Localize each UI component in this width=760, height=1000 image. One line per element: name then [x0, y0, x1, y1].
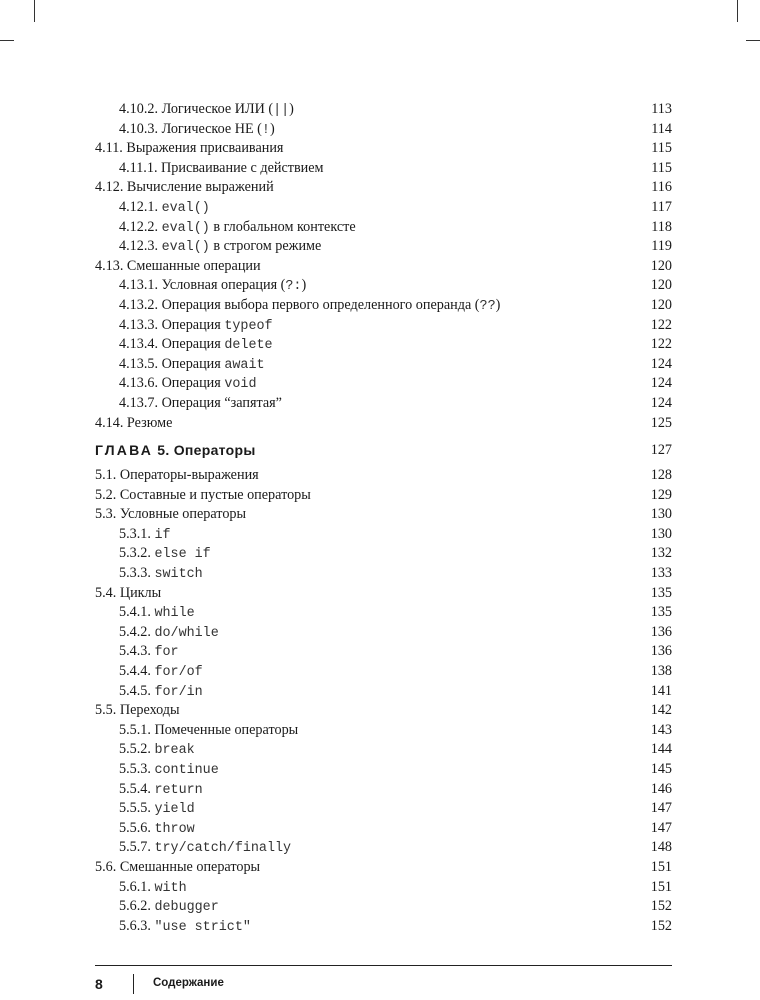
toc-entry-title	[95, 140, 283, 156]
toc-entry	[95, 139, 672, 159]
text-fragment: 4.13. Смешанные операции	[95, 257, 261, 274]
toc-entry-title	[119, 839, 291, 855]
text-fragment: 5.4.1.	[119, 604, 155, 621]
toc-entry	[95, 355, 672, 375]
text-fragment: в строгом режиме	[209, 238, 322, 255]
toc-page-number: 125	[650, 414, 672, 431]
text-fragment: 5.5.7.	[119, 839, 155, 856]
text-fragment: )	[269, 120, 275, 137]
code-fragment: do/while	[154, 625, 219, 641]
toc-page-number: 136	[650, 643, 672, 660]
text-fragment: 4.13.3. Операция	[119, 316, 225, 333]
toc-entry-title	[95, 415, 172, 431]
toc-entry-title	[95, 506, 246, 522]
code-fragment: return	[154, 782, 203, 798]
toc-page-number: 124	[650, 394, 672, 411]
toc-page-number: 114	[651, 120, 672, 137]
toc-entry-title	[119, 395, 282, 411]
toc-entry-title	[119, 238, 321, 254]
toc-page-number: 127	[650, 442, 672, 459]
toc-page-number: 118	[651, 218, 672, 235]
code-fragment: for/in	[154, 684, 203, 700]
code-fragment: ??	[479, 298, 496, 314]
text-fragment: 4.12.3.	[119, 238, 162, 255]
toc-entry	[95, 760, 672, 780]
toc-entry	[95, 740, 672, 760]
code-fragment: for/of	[154, 665, 203, 681]
toc-entry	[95, 799, 672, 819]
toc-page-number: 120	[650, 296, 672, 313]
crop-mark-top-left	[34, 0, 35, 22]
toc-entry-title	[95, 258, 261, 274]
code-fragment: !	[261, 122, 270, 138]
text-fragment: 4.11.1. Присваивание с действием	[119, 159, 324, 176]
text-fragment: 4.12. Вычисление выражений	[95, 179, 274, 196]
toc-entry-title	[95, 179, 274, 195]
code-fragment: eval()	[161, 240, 210, 256]
toc-entry-title	[119, 101, 294, 117]
text-fragment: 5.5.6.	[119, 819, 155, 836]
toc-page-number: 116	[651, 179, 672, 196]
toc-entry-title	[119, 356, 265, 372]
toc-entry	[95, 878, 672, 898]
toc-entry	[95, 819, 672, 839]
toc-entry	[95, 662, 672, 682]
code-fragment: "use strict"	[154, 919, 251, 935]
text-fragment: 5.5. Переходы	[95, 702, 180, 719]
text-fragment: 5.5.1. Помеченные операторы	[119, 721, 299, 738]
toc-entry-title	[119, 375, 257, 391]
text-fragment: ГЛАВА	[95, 442, 154, 459]
toc-page-number: 145	[650, 761, 672, 777]
toc-entry-title	[119, 604, 195, 620]
text-fragment: 4.13.5. Операция	[119, 355, 225, 372]
toc-entry	[95, 917, 672, 937]
toc-page-number: 151	[650, 878, 672, 895]
text-fragment: 5.3. Условные операторы	[95, 506, 247, 523]
code-fragment: delete	[224, 338, 273, 354]
toc-page-number: 143	[650, 721, 672, 738]
toc-entry-title	[119, 336, 273, 352]
toc-entry-title	[119, 277, 306, 293]
code-fragment: switch	[154, 567, 203, 583]
text-fragment: )	[301, 277, 307, 294]
text-fragment: 5.3.3.	[119, 565, 155, 582]
toc-entry-title	[95, 467, 259, 483]
text-fragment: 5.5.2.	[119, 741, 155, 758]
toc-page-number: 144	[650, 741, 672, 758]
toc-entry	[95, 721, 672, 741]
text-fragment: 4.11. Выражения присваивания	[95, 140, 284, 157]
toc-page-number: 128	[650, 467, 672, 484]
crop-mark-right	[746, 40, 760, 41]
toc-entry-title	[119, 317, 273, 333]
toc-entry	[95, 564, 672, 584]
toc-page-number: 129	[650, 486, 672, 503]
text-fragment: в глобальном контексте	[209, 218, 356, 235]
toc-page-number: 122	[650, 316, 672, 333]
toc-entry-title	[95, 442, 256, 458]
toc-page-number: 135	[650, 604, 672, 621]
toc-entry	[95, 296, 672, 316]
text-fragment: 5.5.5.	[119, 800, 155, 817]
toc-entry-title	[119, 199, 210, 215]
toc-entry-title	[119, 297, 500, 313]
code-fragment: try/catch/finally	[154, 841, 292, 857]
toc-entry-title	[119, 160, 324, 176]
text-fragment: 4.12.1.	[119, 198, 162, 215]
toc-entry	[95, 394, 672, 414]
toc-entry-title	[119, 741, 195, 757]
code-fragment: eval()	[161, 220, 210, 236]
toc-entry-title	[119, 545, 211, 561]
toc-entry	[95, 198, 672, 218]
text-fragment: 5.4.3.	[119, 643, 155, 660]
text-fragment: 5.6. Смешанные операторы	[95, 858, 261, 875]
toc-entry	[95, 316, 672, 336]
toc-entry	[95, 603, 672, 623]
toc-page-number: 124	[650, 355, 672, 372]
toc-entry	[95, 486, 672, 506]
toc-entry-title	[119, 820, 195, 836]
toc-page-number: 132	[650, 545, 672, 562]
text-fragment: 4.13.6. Операция	[119, 375, 225, 392]
toc-entry	[95, 257, 672, 277]
toc-page-number: 147	[650, 800, 672, 817]
toc-entry-title	[119, 781, 203, 797]
toc-entry	[95, 623, 672, 643]
toc-entry-title	[119, 121, 275, 137]
text-fragment: )	[289, 101, 294, 117]
code-fragment: throw	[154, 821, 195, 837]
code-fragment: yield	[154, 802, 195, 818]
text-fragment: 5.6.1.	[119, 878, 155, 895]
toc-entry-title	[95, 487, 311, 503]
code-fragment: await	[224, 357, 265, 373]
code-fragment: debugger	[154, 900, 219, 916]
page-footer	[95, 965, 672, 996]
toc-page-number: 117	[651, 198, 672, 215]
toc-entry	[95, 218, 672, 238]
toc-chapter-heading	[95, 436, 672, 464]
text-fragment: 5.5.4.	[119, 780, 155, 797]
toc-entry-title	[95, 702, 180, 718]
toc-entry	[95, 701, 672, 721]
toc-entry-title	[119, 565, 203, 581]
toc-page-number: 147	[650, 819, 672, 836]
text-fragment: 4.13.4. Операция	[119, 336, 225, 353]
toc-page-number: 151	[650, 858, 672, 875]
toc-entry-title	[119, 800, 195, 816]
toc-page-number: 124	[650, 375, 672, 392]
code-fragment: while	[154, 606, 195, 622]
toc-page-number: 152	[650, 898, 672, 915]
toc-entry	[95, 374, 672, 394]
code-fragment: break	[154, 743, 195, 759]
toc-page-number: 138	[650, 663, 672, 680]
toc-entry	[95, 780, 672, 800]
text-fragment: 5.3.1.	[119, 525, 155, 542]
text-fragment: 4.10.3. Логическое НЕ (	[119, 120, 262, 137]
text-fragment: 5.1. Операторы-выражения	[95, 467, 259, 484]
toc-entry	[95, 505, 672, 525]
toc-page-number: 120	[650, 277, 672, 294]
toc-entry	[95, 544, 672, 564]
toc-page-number: 130	[650, 525, 672, 542]
toc-page-number: 120	[650, 257, 672, 274]
toc-entry	[95, 525, 672, 545]
crop-mark-top-right	[737, 0, 738, 22]
code-fragment: ?:	[285, 279, 302, 295]
toc-entry	[95, 414, 672, 434]
text-fragment: )	[495, 296, 501, 313]
code-fragment: ||	[273, 103, 290, 118]
text-fragment: 5.3.2.	[119, 545, 155, 562]
toc-entry	[95, 858, 672, 878]
footer-divider	[133, 974, 134, 994]
code-fragment: continue	[154, 763, 219, 778]
toc-entry-title	[119, 761, 219, 777]
text-fragment: 5. Операторы	[153, 442, 256, 459]
text-fragment: 5.2. Составные и пустые операторы	[95, 486, 311, 503]
toc-page-number: 136	[650, 623, 672, 640]
code-fragment: with	[154, 880, 187, 896]
toc-entry	[95, 642, 672, 662]
toc-entry-title	[119, 918, 251, 934]
text-fragment: 5.4.5.	[119, 682, 155, 699]
toc-entry	[95, 100, 672, 120]
text-fragment: 5.4. Циклы	[95, 584, 162, 601]
toc-entry-title	[95, 585, 161, 601]
text-fragment: 4.13.2. Операция выбора первого определенного операнда (	[119, 296, 480, 313]
text-fragment: 5.6.3.	[119, 917, 155, 934]
toc-page-number: 135	[650, 584, 672, 601]
toc-entry-title	[119, 722, 298, 738]
toc-entry-title	[119, 683, 203, 699]
text-fragment: 5.4.2.	[119, 623, 155, 640]
toc-entry	[95, 584, 672, 604]
toc-entry	[95, 178, 672, 198]
text-fragment: 5.4.4.	[119, 663, 155, 680]
text-fragment: 5.5.3.	[119, 761, 155, 777]
toc-entry-title	[119, 624, 219, 640]
toc-page-number: 115	[651, 159, 672, 176]
toc-page-number: 113	[651, 101, 672, 117]
toc-entry	[95, 120, 672, 140]
toc-entry	[95, 682, 672, 702]
toc-entry	[95, 838, 672, 858]
toc-page-number: 122	[650, 336, 672, 353]
running-title: Содержание	[153, 977, 224, 989]
toc-entry	[95, 335, 672, 355]
text-fragment: 4.14. Резюме	[95, 414, 173, 431]
code-fragment: typeof	[224, 318, 273, 334]
toc-entry	[95, 237, 672, 257]
toc-entry-title	[119, 898, 219, 914]
code-fragment: eval()	[161, 200, 210, 216]
code-fragment: if	[154, 527, 171, 543]
toc-entry	[95, 466, 672, 486]
toc-page-number: 148	[650, 839, 672, 856]
text-fragment: 5.6.2.	[119, 898, 155, 915]
table-of-contents	[95, 100, 672, 936]
toc-entry-title	[119, 219, 356, 235]
toc-entry	[95, 897, 672, 917]
toc-entry	[95, 276, 672, 296]
toc-page-number: 142	[650, 702, 672, 719]
code-fragment: void	[224, 377, 257, 393]
toc-page-number: 152	[650, 917, 672, 934]
toc-entry-title	[119, 643, 179, 659]
code-fragment: for	[154, 645, 179, 661]
toc-page-number: 141	[650, 682, 672, 699]
toc-page-number: 146	[650, 780, 672, 797]
toc-page-number: 119	[651, 238, 672, 255]
page-number: 8	[95, 976, 103, 992]
text-fragment: 4.10.2. Логическое ИЛИ (	[119, 101, 274, 117]
toc-entry-title	[95, 859, 260, 875]
toc-page-number: 130	[650, 506, 672, 523]
toc-entry	[95, 159, 672, 179]
toc-entry-title	[119, 526, 171, 542]
text-fragment: 4.13.1. Условная операция (	[119, 277, 286, 294]
text-fragment: 4.12.2.	[119, 218, 162, 235]
toc-entry-title	[119, 663, 203, 679]
toc-page-number: 115	[651, 140, 672, 157]
toc-entry-title	[119, 879, 187, 895]
crop-mark-left	[0, 40, 14, 41]
code-fragment: else if	[154, 547, 211, 563]
toc-page-number: 133	[650, 565, 672, 582]
text-fragment: 4.13.7. Операция “запятая”	[119, 394, 282, 411]
